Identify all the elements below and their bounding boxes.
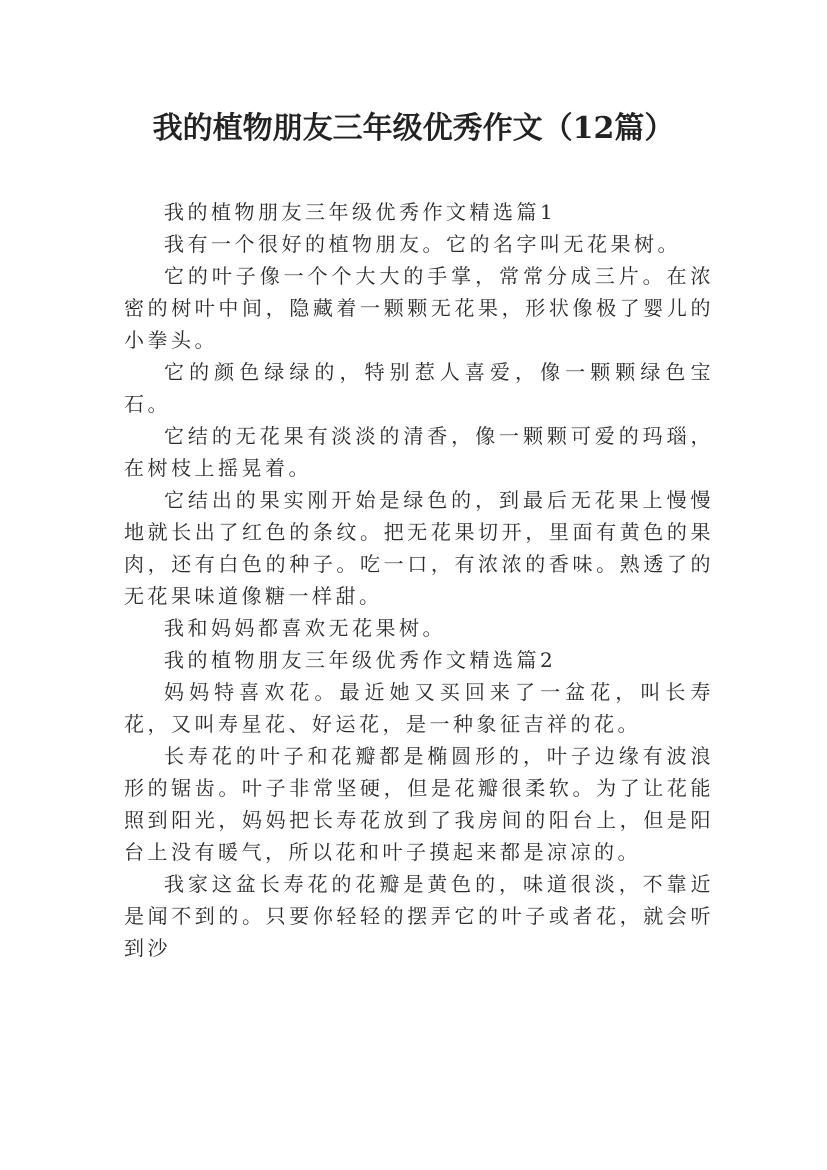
paragraph: 我家这盆长寿花的花瓣是黄色的，味道很淡，不靠近是闻不到的。只要你轻轻的摆弄它的叶子或者花，就会听到沙 [124, 872, 714, 960]
document-title: 我的植物朋友三年级优秀作文（12篇） [152, 111, 675, 146]
paragraph: 它结出的果实刚开始是绿色的，到最后无花果上慢慢地就长出了红色的条纹。把无花果切开，里面有黄色的果肉，还有白色的种子。吃一口，有浓浓的香味。熟透了的无花果味道像糖一样甜。 [124, 488, 714, 608]
paragraph: 长寿花的叶子和花瓣都是椭圆形的，叶子边缘有波浪形的锯齿。叶子非常坚硬，但是花瓣很柔软。为了让花能照到阳光，妈妈把长寿花放到了我房间的阳台上，但是阳台上没有暖气，所以花和叶子摸起来都是凉凉的。 [124, 744, 714, 864]
paragraph: 它结的无花果有淡淡的清香，像一颗颗可爱的玛瑙，在树枝上摇晃着。 [124, 424, 714, 480]
paragraph: 它的叶子像一个个大大的手掌，常常分成三片。在浓密的树叶中间，隐藏着一颗颗无花果，形状像极了婴儿的小拳头。 [124, 264, 714, 352]
section-heading-1: 我的植物朋友三年级优秀作文精选篇1 [164, 200, 557, 224]
paragraph: 它的颜色绿绿的，特别惹人喜爱，像一颗颗绿色宝石。 [124, 360, 714, 416]
paragraph: 我和妈妈都喜欢无花果树。 [164, 616, 446, 640]
paragraph: 我有一个很好的植物朋友。它的名字叫无花果树。 [164, 232, 681, 256]
document-body [124, 196, 714, 964]
section-heading-2: 我的植物朋友三年级优秀作文精选篇2 [164, 648, 557, 672]
paragraph: 妈妈特喜欢花。最近她又买回来了一盆花，叫长寿花，又叫寿星花、好运花，是一种象征吉祥的花。 [124, 680, 714, 736]
